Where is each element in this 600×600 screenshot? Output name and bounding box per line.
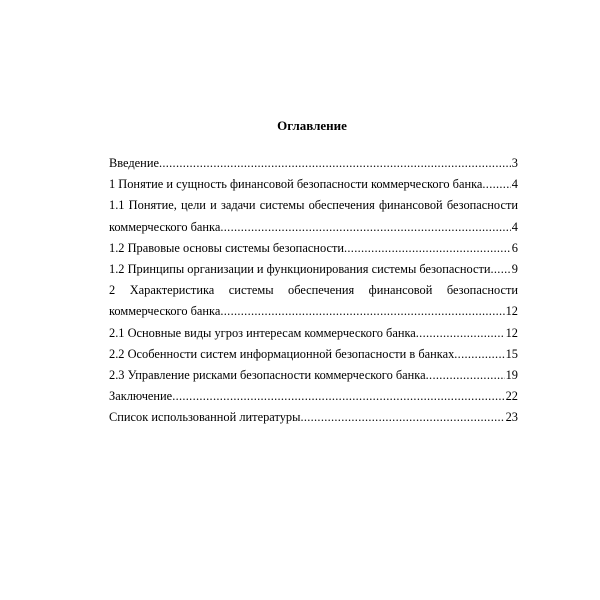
toc-entry-page: 3 (511, 156, 518, 170)
dot-leader (482, 174, 510, 195)
toc-entry-section-1-2[interactable] (109, 238, 518, 259)
toc-entry-section-1-2-principles[interactable] (109, 259, 518, 280)
dot-leader (344, 238, 511, 259)
toc-entry-label: 1.2 Принципы организации и функционирования системы безопасности (109, 261, 491, 276)
toc-entry-label: Список использованной литературы (109, 410, 301, 425)
toc-entry-page: 12 (505, 325, 518, 340)
table-of-contents (109, 153, 518, 428)
toc-entry-label: 2.2 Особенности систем информационной безопасности в банках (109, 346, 455, 361)
toc-entry-page: 15 (505, 346, 518, 361)
dot-leader (220, 217, 510, 238)
dot-leader (220, 301, 504, 322)
toc-entry-label: 2.1 Основные виды угроз интересам коммерческого банка (109, 325, 416, 340)
toc-entry-label: Введение (109, 156, 159, 170)
toc-entry-page: 23 (505, 410, 518, 425)
toc-entry-page: 6 (511, 240, 518, 255)
dot-leader (426, 365, 505, 386)
dot-leader (491, 259, 511, 280)
toc-entry-section-2-3[interactable] (109, 365, 518, 386)
dot-leader (416, 323, 505, 344)
toc-entry-label: коммерческого банка (109, 219, 221, 234)
toc-entry-page: 4 (511, 219, 518, 234)
toc-entry-chapter-2-line1[interactable]: 2 Характеристика системы обеспечения финансовой безопасности (109, 283, 518, 298)
toc-entry-page: 19 (505, 367, 518, 382)
toc-entry-label: 1.2 Правовые основы системы безопасности (109, 240, 344, 255)
toc-title: Оглавление (277, 118, 347, 133)
toc-entry-label: 1 Понятие и сущность финансовой безопасности коммерческого банка (109, 177, 483, 192)
toc-entry-chapter-1[interactable] (109, 174, 518, 195)
toc-entry-label: Заключение (109, 389, 173, 404)
toc-entry-section-2-2[interactable] (109, 344, 518, 365)
dot-leader (300, 407, 504, 428)
dot-leader (159, 153, 511, 174)
toc-entry-introduction[interactable] (109, 153, 518, 174)
dot-leader (454, 344, 504, 365)
toc-entry-chapter-2[interactable] (109, 301, 518, 322)
toc-entry-page: 9 (511, 261, 518, 276)
toc-entry-page: 4 (511, 177, 518, 192)
toc-entry-conclusion[interactable] (109, 386, 518, 407)
toc-entry-page: 12 (505, 304, 518, 319)
toc-entry-label: коммерческого банка (109, 304, 221, 319)
toc-entry-label: 2.3 Управление рисками безопасности коммерческого банка (109, 367, 426, 382)
dot-leader (172, 386, 504, 407)
toc-entry-section-1-1[interactable] (109, 217, 518, 238)
toc-entry-references[interactable] (109, 407, 518, 428)
toc-entry-section-1-1-line1[interactable]: 1.1 Понятие, цели и задачи системы обеспечения финансовой безопасности (109, 198, 518, 213)
toc-entry-section-2-1[interactable] (109, 323, 518, 344)
toc-entry-page: 22 (505, 389, 518, 404)
